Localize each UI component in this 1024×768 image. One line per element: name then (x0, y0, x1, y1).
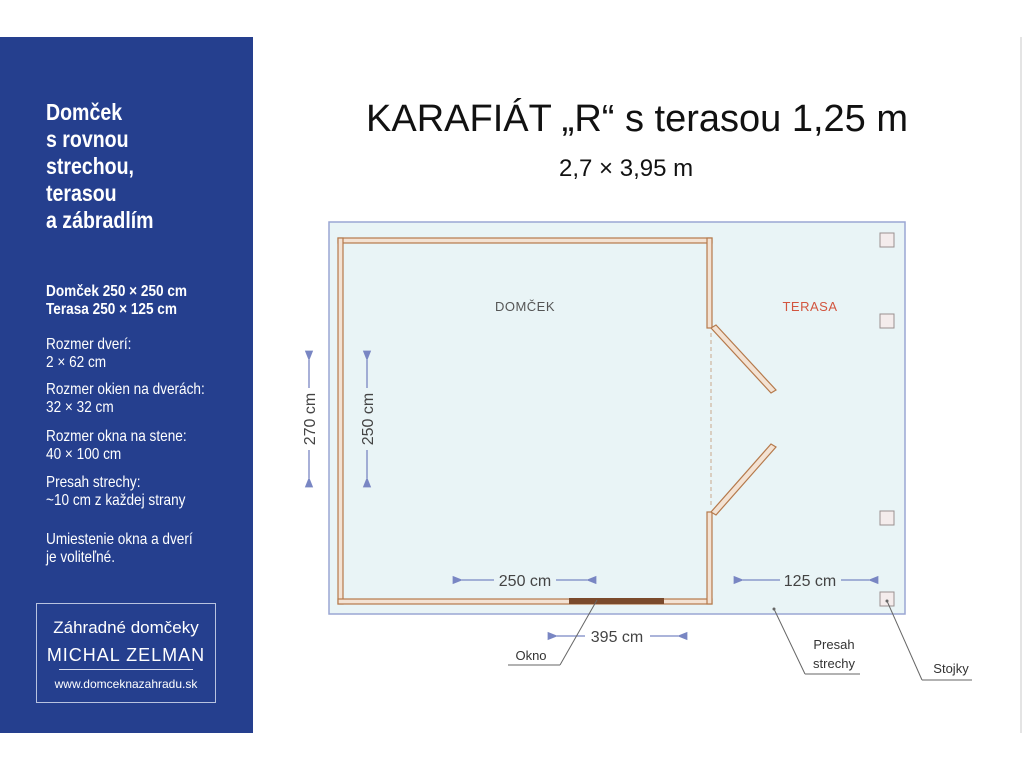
door-window-value: 32 × 32 cm (46, 399, 114, 416)
door-window-label: Rozmer okien na dverách: (46, 381, 205, 398)
logo-line-1: Záhradné domčeky (53, 618, 199, 637)
dimension-total-depth (302, 360, 319, 478)
callout-overhang-line-1: Presah (813, 637, 855, 652)
dimension-total-depth-label: 270 cm (302, 392, 319, 446)
terrace-post (880, 592, 894, 606)
wall-top (338, 238, 712, 243)
house-dimensions: Domček 250 × 250 cm (46, 283, 188, 300)
roof-outline (329, 222, 905, 614)
sidebar-title-line: terasou (46, 180, 117, 206)
terrace-post (880, 511, 894, 525)
wall-right-lower (707, 512, 712, 604)
wall-window (569, 598, 664, 604)
callout-overhang-line-2: strechy (813, 656, 855, 671)
wall-window-value: 40 × 100 cm (46, 446, 122, 463)
terrace-post (880, 233, 894, 247)
dimension-total-width-label: 395 cm (590, 629, 644, 646)
dimension-house-depth-label: 250 cm (360, 392, 377, 446)
sidebar-title-line: Domček (46, 99, 123, 125)
callout-posts-label: Stojky (933, 661, 969, 676)
overhang-value: ~10 cm z každej strany (46, 492, 186, 509)
callout-overhang (773, 608, 861, 675)
page-title: KARAFIÁT „R“ s terasou 1,25 m (366, 98, 909, 140)
dimension-house-width-label: 250 cm (498, 573, 552, 590)
logo-company-name: MICHAL ZELMAN (46, 645, 206, 665)
terrace-dimensions: Terasa 250 × 125 cm (46, 301, 177, 318)
wall-right-upper (707, 238, 712, 328)
sidebar-title-line: s rovnou (46, 126, 129, 152)
terrace-label: TERASA (782, 299, 838, 314)
door-size-value: 2 × 62 cm (46, 354, 107, 371)
callout-window-label: Okno (515, 648, 547, 663)
door-size-label: Rozmer dverí: (46, 336, 132, 353)
logo-url: www.domceknazahradu.sk (54, 677, 198, 691)
dimension-terrace-width-label: 125 cm (783, 573, 837, 590)
terrace-post (880, 314, 894, 328)
wall-window-label: Rozmer okna na stene: (46, 428, 187, 445)
page-subtitle: 2,7 × 3,95 m (559, 155, 694, 182)
placement-note-line: je voliteľné. (46, 549, 115, 566)
sidebar-title-line: strechou, (46, 153, 135, 179)
sidebar-title-line: a zábradlím (46, 207, 154, 233)
house-label: DOMČEK (494, 299, 556, 314)
overhang-label: Presah strechy: (46, 474, 141, 491)
placement-note-line: Umiestenie okna a dverí (46, 531, 193, 548)
wall-left (338, 238, 343, 604)
